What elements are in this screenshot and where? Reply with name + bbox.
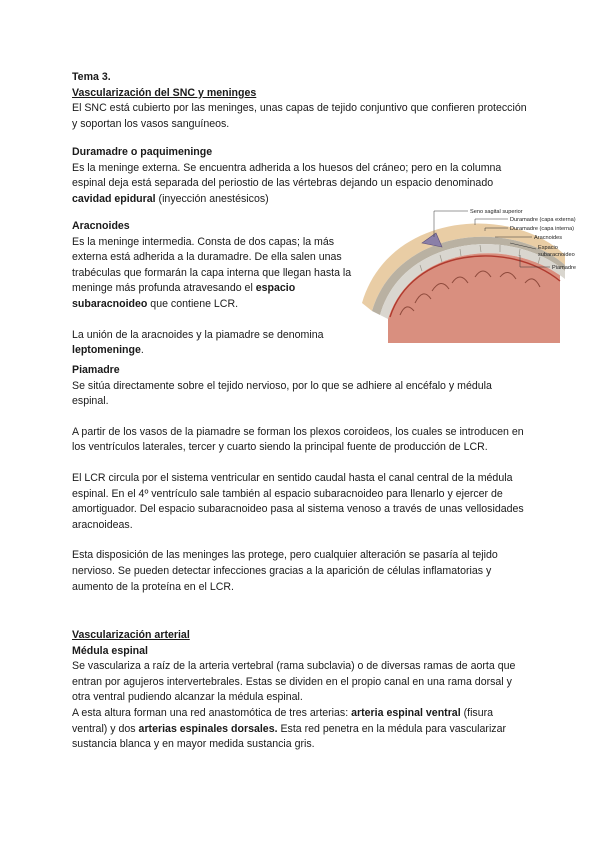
- duramadre-text-end: (inyección anestésicos): [155, 192, 269, 205]
- label-subaracnoideo: subaracnoideo: [538, 252, 575, 258]
- label-duramadre-interna: Duramadre (capa interna): [510, 226, 575, 232]
- duramadre-paragraph: [72, 161, 528, 208]
- arterial-text-a: A esta altura forman una red anastomótica de tres arterias:: [72, 706, 352, 719]
- duramadre-section: [72, 145, 528, 207]
- duramadre-heading: Duramadre o paquimeninge: [72, 146, 213, 158]
- arteria-espinal-ventral-term: arteria espinal ventral: [351, 706, 461, 719]
- topic-number: Tema 3.: [72, 71, 111, 83]
- label-duramadre-externa: Duramadre (capa externa): [510, 217, 576, 223]
- arterial-text-c: Esta red penetra en la médula para vascularizar sustancia blanca y en mayor medida sustancia gris.: [72, 722, 507, 751]
- arterial-paragraph-2: [72, 706, 528, 753]
- label-seno-sagital: Seno sagital superior: [470, 209, 523, 215]
- intro-paragraph: El SNC está cubierto por las meninges, unas capas de tejido conjuntivo que confieren protección y soportan los vasos sanguíneos.: [72, 102, 527, 130]
- arterial-paragraph-1: Se vasculariza a raíz de la arteria vertebral (rama subclavia) o de diversas ramas de aorta que entran por agujeros intervertebrales. Estas se dividen en el propio canal en una rama dorsal y otra ventral pudiendo alcanzar la médula espinal.: [72, 660, 516, 704]
- arterial-section: [72, 628, 528, 753]
- arterial-title: Vascularización arterial: [72, 629, 190, 641]
- disposicion-paragraph: Esta disposición de las meninges las protege, pero cualquier alteración se pasaría al tejido nervioso. Se pueden detectar infecciones gracias a la aparición de células inflamatorias y aumento de la proteína en el LCR.: [72, 549, 498, 593]
- label-piamadre: Piamadre: [552, 265, 576, 271]
- leptomeninge-term: leptomeninge: [72, 344, 141, 357]
- label-aracnoides: Aracnoides: [534, 235, 562, 241]
- arterias-espinales-dorsales-term: arterias espinales dorsales.: [138, 722, 278, 735]
- lcr-paragraph: El LCR circula por el sistema ventricular en sentido caudal hasta el canal central de la médula espinal. En el 4º ventrículo sale también al espacio subaracnoideo para llenarlo y ejercer de amortiguador. Del espacio subaracnoideo pasa al sistema venoso a través de unas vellosidades aracnoideas.: [72, 471, 524, 531]
- aracnoides-heading: Aracnoides: [72, 220, 130, 232]
- label-espacio: Espacio: [538, 245, 558, 251]
- arterial-text-b: (fisura ventral) y dos: [72, 706, 494, 735]
- espacio-subaracnoideo-term: espacio subaracnoideo: [72, 282, 296, 310]
- union-text-end: .: [140, 344, 144, 357]
- piamadre-heading: Piamadre: [72, 364, 120, 376]
- aracnoides-text-end: que contiene LCR.: [147, 297, 239, 310]
- piamadre-paragraph: Se sitúa directamente sobre el tejido nervioso, por lo que se adhiere al encéfalo y médula espinal.: [72, 379, 492, 408]
- medula-subtitle: Médula espinal: [72, 644, 148, 657]
- leptomeninge-paragraph: [72, 328, 364, 359]
- page-title: Vascularización del SNC y meninges: [72, 86, 257, 99]
- duramadre-text: Es la meninge externa. Se encuentra adherida a los huesos del cráneo; pero en la columna espinal deja está separada del periostio de las vértebras dejando un espacio denominado: [72, 161, 502, 190]
- cavidad-epidural-term: cavidad epidural: [72, 192, 156, 205]
- union-text: La unión de la aracnoides y la piamadre se denomina: [72, 328, 324, 341]
- aracnoides-section: [72, 219, 364, 359]
- piamadre-section: [72, 363, 528, 595]
- aracnoides-paragraph: [72, 235, 364, 313]
- meninges-illustration: [360, 203, 600, 343]
- aracnoides-text: Es la meninge intermedia. Consta de dos capas; la más externa está adherida a la duramadre. De ella salen unas trabéculas que formarán la capa interna que llegan hasta la meninge más profunda atravesando el: [72, 235, 352, 295]
- plexos-paragraph: A partir de los vasos de la piamadre se forman los plexos coroideos, los cuales se introducen en los ventrículos laterales, tercer y cuarto siendo la principal fuente de producción de LCR.: [72, 425, 524, 454]
- header-block: [72, 70, 528, 132]
